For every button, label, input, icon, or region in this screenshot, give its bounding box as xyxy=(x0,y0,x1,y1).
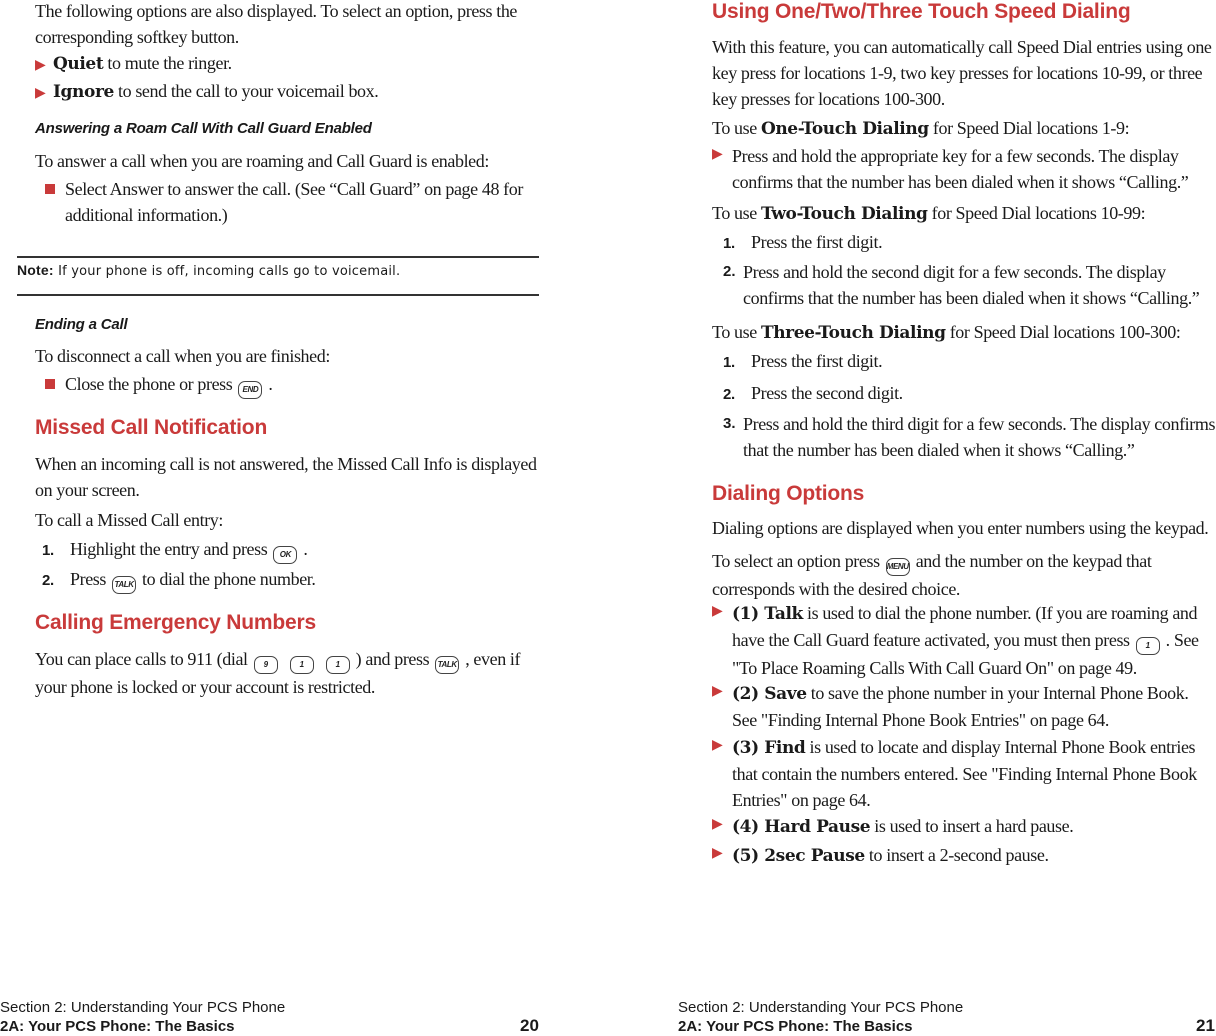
option-hard-pause xyxy=(712,813,1216,840)
square-bullet-icon xyxy=(45,184,55,194)
missed-step-1-text: Highlight the entry and press xyxy=(70,539,268,559)
page-number: 21 xyxy=(1196,1016,1215,1035)
footer-section: Section 2: Understanding Your PCS Phone xyxy=(678,999,964,1016)
option-ignore-text: to send the call to your voicemail box. xyxy=(113,81,379,101)
note-label: Note: xyxy=(17,262,54,278)
intro-prefix: To use xyxy=(712,203,761,223)
term-quiet: Quiet xyxy=(53,54,104,74)
ok-key-icon: OK xyxy=(273,546,297,564)
arrow-bullet-icon: ▶ xyxy=(712,817,723,832)
emergency-text-b: ) and press xyxy=(355,649,430,669)
note xyxy=(17,262,400,279)
footer-section: Section 2: Understanding Your PCS Phone xyxy=(0,999,286,1016)
term-three-touch: Three-Touch Dialing xyxy=(760,323,946,343)
step-number: 2. xyxy=(723,263,736,280)
speed-text: With this feature, you can automatically call Speed Dial entries using one key press for locations 1-9, two key presses for locations 10-99, or three key presses for locations 100-300. xyxy=(712,37,1212,109)
note-rule-bottom xyxy=(17,294,539,296)
missed-step-2-text: Press xyxy=(70,569,107,589)
term-talk: (1) Talk xyxy=(732,604,803,624)
term-one-touch: One-Touch Dialing xyxy=(760,119,929,139)
three-touch-intro xyxy=(712,319,1216,346)
right-page xyxy=(676,0,1216,1036)
term-2sec-pause: (5) 2sec Pause xyxy=(732,846,865,866)
step-text: Press and hold the third digit for a few seconds. The display confirms that the number has been dialed when it shows “Calling.” xyxy=(743,414,1216,460)
step-text: Press the second digit. xyxy=(751,383,903,403)
arrow-bullet-icon: ▶ xyxy=(712,147,723,162)
roam-text: To answer a call when you are roaming and Call Guard is enabled: xyxy=(35,151,489,171)
one-touch-bullet-text: Press and hold the appropriate key for a few seconds. The display confirms that the number has been dialed when it shows “Calling.” xyxy=(732,146,1189,192)
talk-key-icon: TALK xyxy=(112,576,136,594)
one-touch-bullet xyxy=(712,143,1216,195)
footer-chapter: 2A: Your PCS Phone: The Basics xyxy=(678,1018,913,1035)
roam-heading: Answering a Roam Call With Call Guard Enabled xyxy=(35,120,372,137)
step-text: Press the first digit. xyxy=(751,232,883,252)
dialing-heading: Dialing Options xyxy=(712,482,865,505)
term-ignore: Ignore xyxy=(53,82,114,102)
talk-key-icon: TALK xyxy=(435,656,459,674)
select-text-a: To select an option press xyxy=(712,551,880,571)
two-touch-intro xyxy=(712,200,1216,227)
select-text-b: and the number on the keypad that corresponds with the desired choice. xyxy=(712,551,1152,599)
intro-prefix: To use xyxy=(712,118,761,138)
term-find: (3) Find xyxy=(732,738,806,758)
arrow-bullet-icon: ▶ xyxy=(35,58,46,73)
intro-suffix: for Speed Dial locations 100-300: xyxy=(945,322,1181,342)
step-number: 2. xyxy=(42,572,54,589)
two-step-2 xyxy=(723,259,1216,311)
missed-sub: To call a Missed Call entry: xyxy=(35,510,223,530)
emergency-text-c: , even if your phone is locked or your account is restricted. xyxy=(35,649,521,697)
arrow-bullet-icon: ▶ xyxy=(712,846,723,861)
emergency-text xyxy=(35,646,540,700)
roam-bullet-text: Select Answer to answer the call. (See “Call Guard” on page 48 for additional information.) xyxy=(65,179,523,225)
emergency-text-a: You can place calls to 911 (dial xyxy=(35,649,248,669)
end-key-icon: END xyxy=(238,381,262,399)
menu-key-icon: MENU xyxy=(886,558,910,576)
left-footer xyxy=(0,998,285,1036)
missed-step-2 xyxy=(42,566,547,594)
step-number: 1. xyxy=(723,235,735,252)
two-step-1 xyxy=(723,229,1216,257)
arrow-bullet-icon: ▶ xyxy=(712,738,723,753)
intro-suffix: for Speed Dial locations 1-9: xyxy=(928,118,1130,138)
option-hard-pause-text: is used to insert a hard pause. xyxy=(870,816,1074,836)
intro-text: The following options are also displayed. To select an option, press the corresponding softkey button. xyxy=(35,1,518,47)
missed-step-2-end: to dial the phone number. xyxy=(142,569,316,589)
option-quiet xyxy=(35,50,540,79)
ending-bullet-text: Close the phone or press xyxy=(65,374,233,394)
term-two-touch: Two-Touch Dialing xyxy=(760,204,928,224)
roam-bullet xyxy=(45,176,535,228)
option-ignore xyxy=(35,78,540,107)
emergency-heading: Calling Emergency Numbers xyxy=(35,611,316,634)
ending-bullet-end: . xyxy=(268,374,273,394)
note-text: If your phone is off, incoming calls go to voicemail. xyxy=(53,264,401,279)
select-text xyxy=(712,548,1216,602)
option-save xyxy=(712,680,1216,733)
step-number: 1. xyxy=(723,354,735,371)
step-text: Press the first digit. xyxy=(751,351,883,371)
page-number: 20 xyxy=(520,1016,539,1035)
ending-bullet xyxy=(45,371,535,399)
arrow-bullet-icon: ▶ xyxy=(35,86,46,101)
option-quiet-text: to mute the ringer. xyxy=(103,53,232,73)
missed-step-1-end: . xyxy=(303,539,308,559)
three-step-3 xyxy=(723,411,1216,463)
missed-step-1 xyxy=(42,536,547,564)
term-save: (2) Save xyxy=(732,684,807,704)
one-touch-intro xyxy=(712,115,1216,142)
ending-heading: Ending a Call xyxy=(35,316,128,333)
one-key-icon: 1 xyxy=(326,656,350,674)
term-hard-pause: (4) Hard Pause xyxy=(732,817,871,837)
right-footer xyxy=(678,998,963,1036)
option-2sec-pause xyxy=(712,842,1216,869)
arrow-bullet-icon: ▶ xyxy=(712,604,723,619)
dialing-text: Dialing options are displayed when you enter numbers using the keypad. xyxy=(712,518,1209,538)
option-2sec-pause-text: to insert a 2-second pause. xyxy=(864,845,1049,865)
three-step-1 xyxy=(723,348,1216,376)
intro-prefix: To use xyxy=(712,322,761,342)
speed-heading: Using One/Two/Three Touch Speed Dialing xyxy=(712,0,1131,23)
ending-text: To disconnect a call when you are finished: xyxy=(35,346,330,366)
option-talk-text: is used to dial the phone number. (If you are roaming and have the Call Guard feature activated, you must then press xyxy=(732,603,1198,650)
option-talk xyxy=(712,600,1216,681)
step-number: 3. xyxy=(723,415,736,432)
step-number: 2. xyxy=(723,386,735,403)
nine-key-icon: 9 xyxy=(254,656,278,674)
arrow-bullet-icon: ▶ xyxy=(712,684,723,699)
one-key-icon: 1 xyxy=(290,656,314,674)
intro-suffix: for Speed Dial locations 10-99: xyxy=(927,203,1146,223)
three-step-2 xyxy=(723,380,1216,408)
note-rule-top xyxy=(17,256,539,258)
option-save-text: to save the phone number in your Internal Phone Book. See "Finding Internal Phone Book Entries" on page 64. xyxy=(732,683,1189,730)
footer-chapter: 2A: Your PCS Phone: The Basics xyxy=(0,1018,235,1035)
missed-text: When an incoming call is not answered, the Missed Call Info is displayed on your screen. xyxy=(35,454,537,500)
step-text: Press and hold the second digit for a few seconds. The display confirms that the number has been dialed when it shows “Calling.” xyxy=(743,262,1200,308)
one-key-icon: 1 xyxy=(1136,637,1160,655)
square-bullet-icon xyxy=(45,379,55,389)
step-number: 1. xyxy=(42,542,54,559)
option-find xyxy=(712,734,1216,813)
option-talk-end: . See "To Place Roaming Calls With Call Guard On" on page 49. xyxy=(732,630,1199,678)
missed-heading: Missed Call Notification xyxy=(35,416,268,439)
option-find-text: is used to locate and display Internal Phone Book entries that contain the numbers entered. See "Finding Internal Phone Book Entries" on page 64. xyxy=(732,737,1197,810)
left-page xyxy=(0,0,560,1036)
